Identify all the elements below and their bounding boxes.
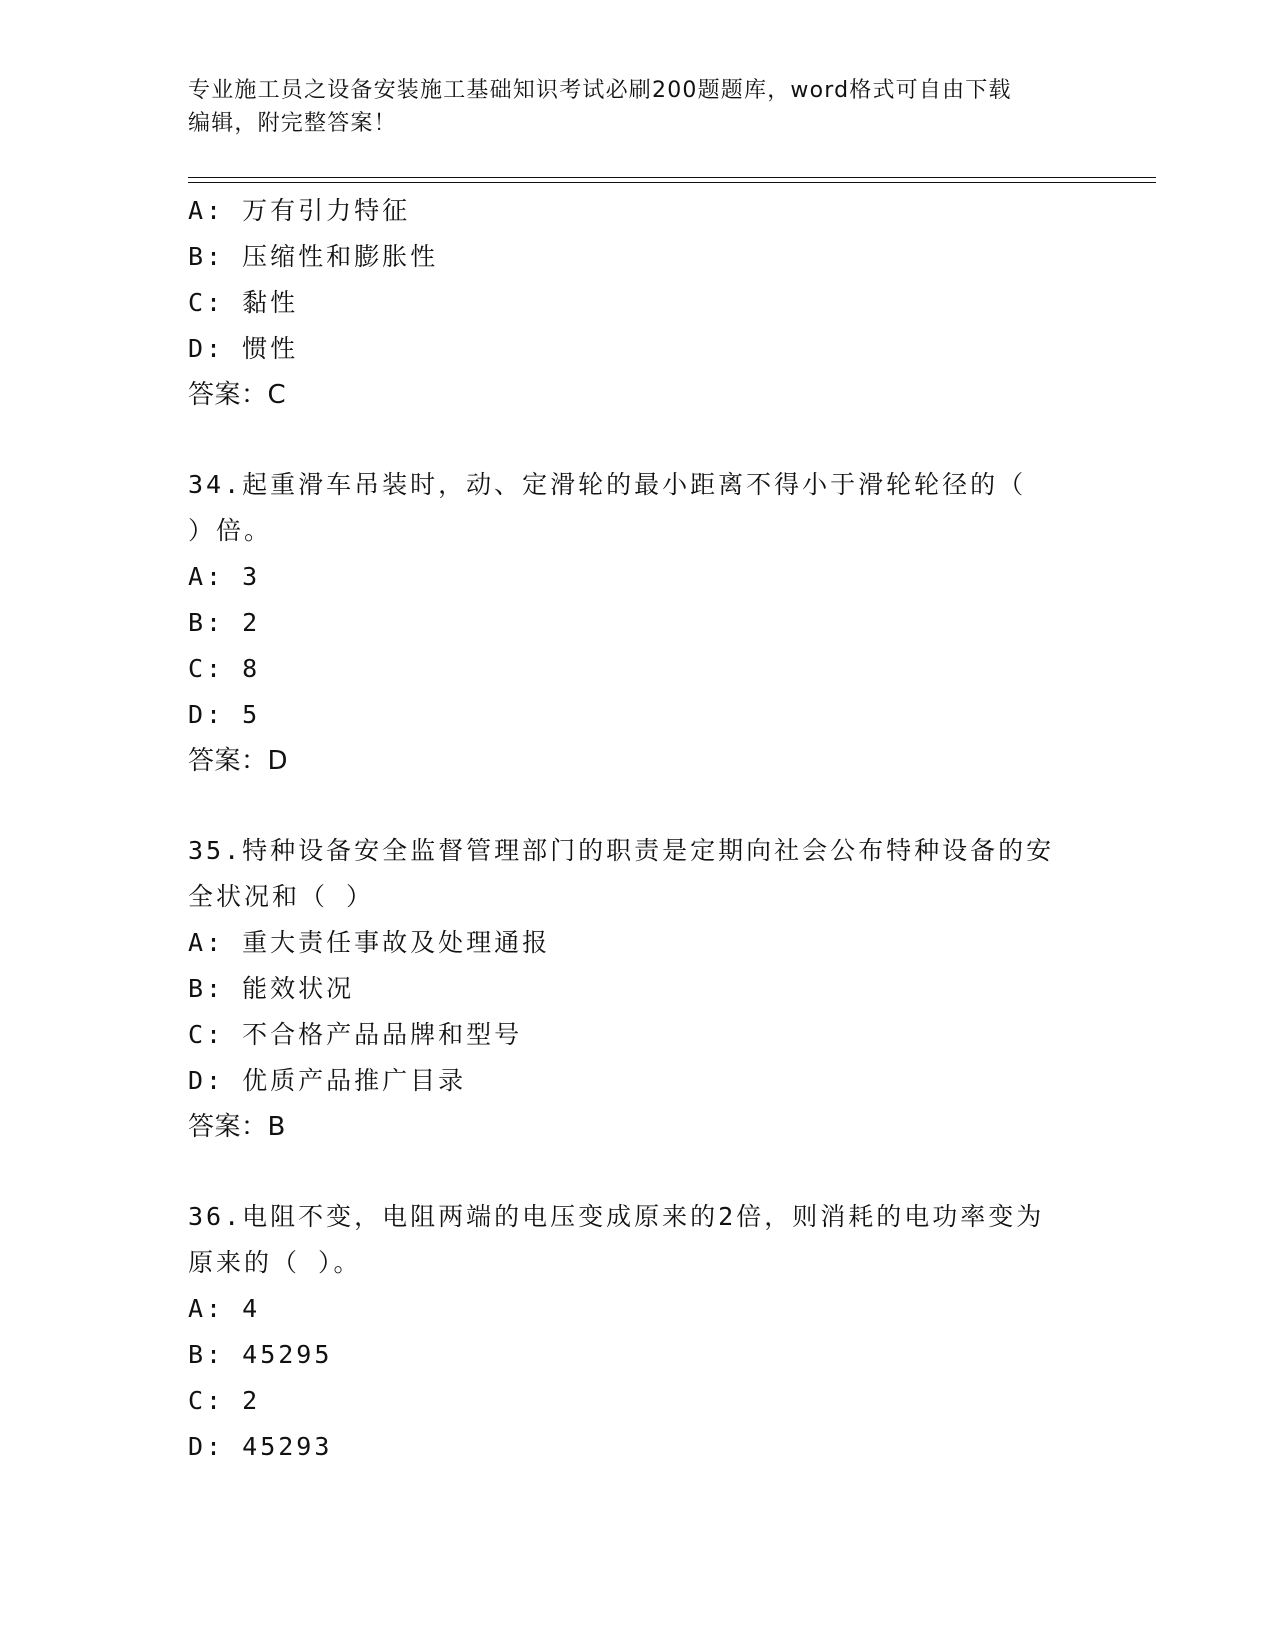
option-d: D: 5 [188,700,261,729]
header-rule-bottom [188,182,1156,183]
header-line-2: 编辑，附完整答案！ [188,111,397,136]
document-header [188,74,1088,140]
option-a: A: 万有引力特征 [188,196,411,225]
question-33-tail [188,188,1088,418]
header-rule-top [188,177,1156,178]
answer-line: 答案：D [188,746,289,776]
option-c: C: 2 [188,1386,261,1415]
option-a: A: 3 [188,562,261,591]
question-gap [188,1150,1088,1194]
question-stem-line-1: 36.电阻不变，电阻两端的电压变成原来的2倍，则消耗的电功率变为 [188,1202,1045,1231]
option-c: C: 8 [188,654,261,683]
option-d: D: 惯性 [188,334,299,363]
option-b: B: 2 [188,608,261,637]
header-line-1: 专业施工员之设备安装施工基础知识考试必刷200题题库，word格式可自由下载 [188,78,1012,103]
question-stem-line-1: 35.特种设备安全监督管理部门的职责是定期向社会公布特种设备的安 [188,836,1055,865]
question-stem-line-2: ）倍。 [188,516,273,545]
question-gap [188,784,1088,828]
option-a: A: 4 [188,1294,261,1323]
option-b: B: 45295 [188,1340,333,1369]
option-d: D: 45293 [188,1432,333,1461]
question-stem-line-1: 34.起重滑车吊装时，动、定滑轮的最小距离不得小于滑轮轮径的（ [188,470,1027,499]
option-b: B: 压缩性和膨胀性 [188,242,439,271]
option-a: A: 重大责任事故及处理通报 [188,928,551,957]
question-stem-line-2: 原来的（ ）。 [188,1248,362,1277]
question-stem-line-2: 全状况和（ ） [188,882,375,911]
option-d: D: 优质产品推广目录 [188,1066,467,1095]
question-gap [188,418,1088,462]
option-c: C: 黏性 [188,288,299,317]
option-b: B: 能效状况 [188,974,355,1003]
document-body [188,188,1088,1470]
question-34 [188,462,1088,784]
question-36 [188,1194,1088,1470]
answer-line: 答案：B [188,1112,286,1142]
answer-line: 答案：C [188,380,287,410]
question-35 [188,828,1088,1150]
option-c: C: 不合格产品品牌和型号 [188,1020,523,1049]
